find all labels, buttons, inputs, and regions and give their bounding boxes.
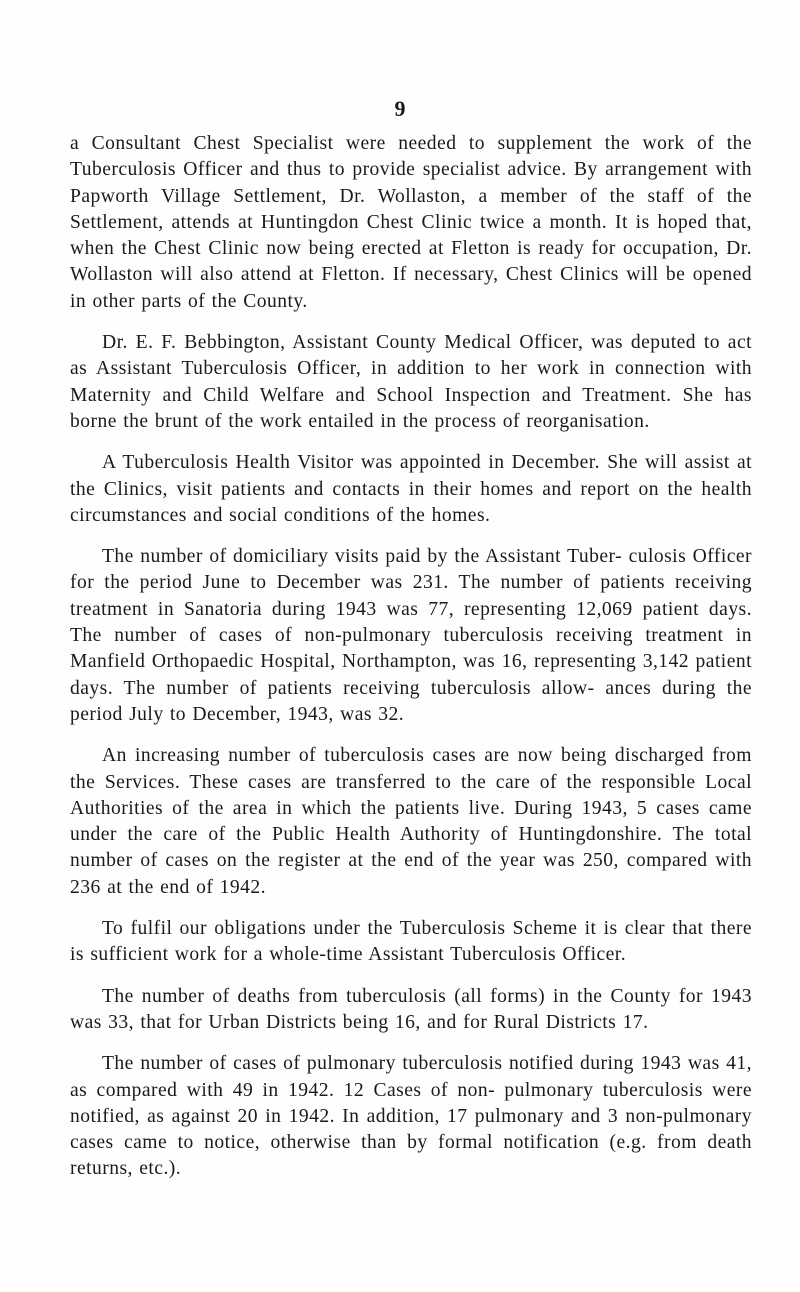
paragraph-assistant-tuberculosis-officer: Dr. E. F. Bebbington, Assistant County Medical Officer, was deputed to act as Assistant Tuberculosis Officer, in addition to her work in connection with Maternity and Child Welfare and School Inspection and Treatment. She has borne the brunt of the work entailed in the process of reorganisation. <box>70 332 752 432</box>
paragraph-obligations: To fulfil our obligations under the Tuberculosis Scheme it is clear that there is sufficient work for a whole-time Assistant Tuberculosis Officer. <box>70 918 752 966</box>
paragraph-health-visitor: A Tuberculosis Health Visitor was appointed in December. She will assist at the Clinics, visit patients and contacts in their homes and report on the health circumstances and social conditions of the homes. <box>70 452 752 526</box>
paragraph-discharged-cases: An increasing number of tuberculosis cases are now being discharged from the Services. These cases are transferred to the care of the responsible Local Authorities of the area in which the patients live. During 1943, 5 cases came under the care of the Public Health Authority of Huntingdonshire. The total number of cases on the register at the end of the year was 250, compared with 236 at the end of 1942. <box>70 745 752 898</box>
paragraph-consultant-chest-specialist: a Consultant Chest Specialist were needed to supplement the work of the Tuberculosis Officer and thus to provide specialist advice. By arrangement with Papworth Village Settlement, Dr. Wollaston, a member of the staff of the Settlement, attends at Huntingdon Chest Clinic twice a month. It is hoped that, when the Chest Clinic now being erected at Fletton is ready for occupation, Dr. Wollaston will also attend at Fletton. If necessary, Chest Clinics will be opened in other parts of the County. <box>70 133 752 312</box>
paragraph-domiciliary-visits: The number of domiciliary visits paid by the Assistant Tuber- culosis Officer for the period June to December was 231. The number of patients receiving treatment in Sanatoria during 1943 was 77, representing 12,069 patient days. The number of cases of non-pulmonary tuberculosis receiving treatment in Manfield Orthopaedic Hospital, Northampton, was 16, representing 3,142 patient days. The number of patients receiving tuberculosis allow- ances during the period July to December, 1943, was 32. <box>70 546 752 725</box>
paragraph-notifications: The number of cases of pulmonary tuberculosis notified during 1943 was 41, as compared with 49 in 1942. 12 Cases of non- pulmonary tuberculosis were notified, as against 20 in 1942. In addition, 17 pulmonary and 3 non-pulmonary cases came to notice, otherwise than by formal notification (e.g. from death returns, etc.). <box>70 1053 752 1180</box>
page-number: 9 <box>394 96 406 121</box>
body-text <box>70 131 752 1198</box>
paragraph-deaths: The number of deaths from tuberculosis (all forms) in the County for 1943 was 33, that for Urban Districts being 16, and for Rural Districts 17. <box>70 985 752 1033</box>
